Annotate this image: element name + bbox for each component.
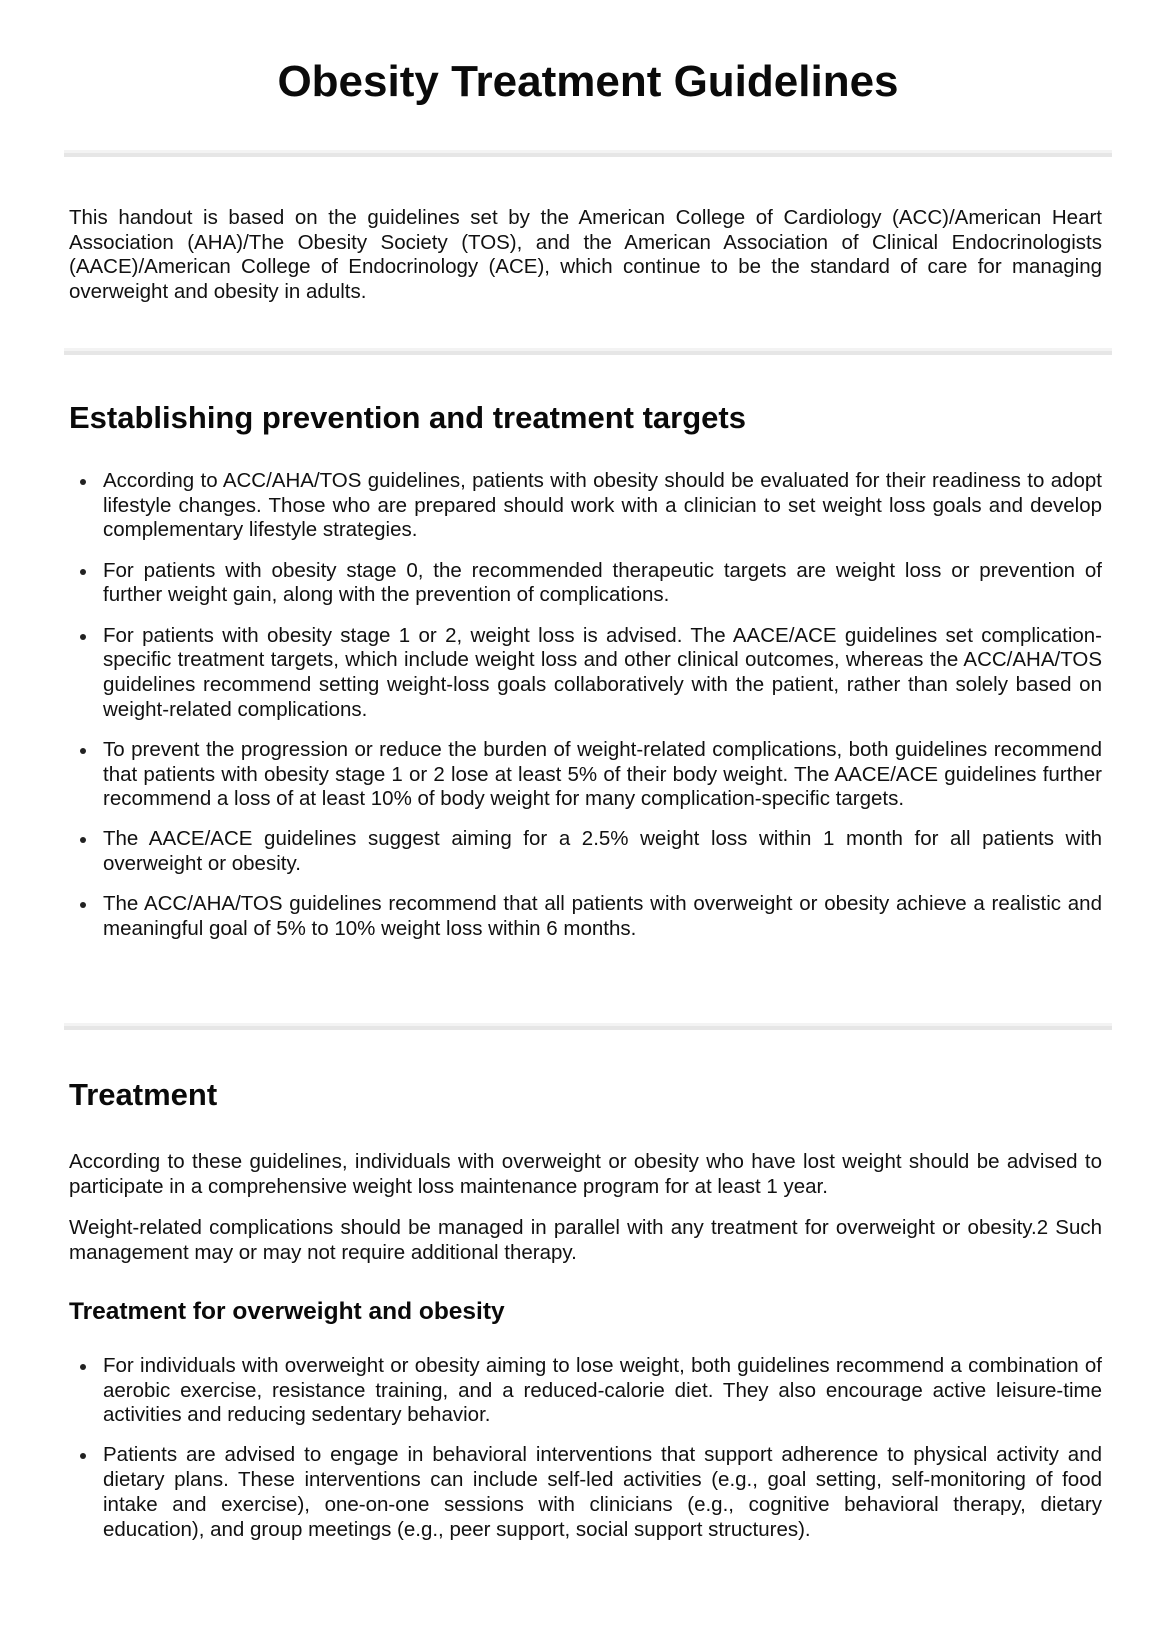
bullet-icon xyxy=(80,902,86,908)
list-item xyxy=(69,892,1102,941)
list-item-text: To prevent the progression or reduce the burden of weight-related complications, both guidelines recommend that patients with obesity stage 1 or 2 lose at least 5% of their body weight. The AACE/ACE guidelines further recommend a loss of at least 10% of body weight for many complication-specific targets. xyxy=(103,737,1102,811)
section-heading-targets: Establishing prevention and treatment targets xyxy=(69,400,746,435)
list-item xyxy=(69,1443,1102,1542)
list-item xyxy=(69,827,1102,876)
divider-top xyxy=(64,153,1112,157)
bullet-icon xyxy=(80,1364,86,1370)
list-item xyxy=(69,624,1102,723)
targets-list xyxy=(69,469,1102,942)
intro-paragraph: This handout is based on the guidelines set by the American College of Cardiology (ACC)/American Heart Association (AHA)/The Obesity Society (TOS), and the American Association of Clinical Endocrinologists (AACE)/American College of Endocrinology (ACE), which continue to be the standard of care for managing overweight and obesity in adults. xyxy=(69,206,1102,304)
bullet-icon xyxy=(80,837,86,843)
bullet-icon xyxy=(80,479,86,485)
list-item-text: For patients with obesity stage 1 or 2, weight loss is advised. The AACE/ACE guidelines set complication-specific treatment targets, which include weight loss and other clinical outcomes, whereas the ACC/AHA/TOS guidelines recommend setting weight-loss goals collaboratively with the patient, rather than solely based on weight-related complications. xyxy=(103,623,1102,721)
treatment-paragraph-2: Weight-related complications should be managed in parallel with any treatment for overweight or obesity.2 Such management may or may not require additional therapy. xyxy=(69,1216,1102,1265)
subsection-heading-overweight-obesity: Treatment for overweight and obesity xyxy=(69,1297,505,1325)
bullet-icon xyxy=(80,748,86,754)
bullet-icon xyxy=(80,1453,86,1459)
list-item xyxy=(69,559,1102,608)
intro-block xyxy=(69,206,1102,305)
list-item xyxy=(69,1354,1102,1428)
list-item xyxy=(69,469,1102,543)
bullet-icon xyxy=(80,569,86,575)
divider-section-2 xyxy=(64,1026,1112,1030)
treatment-paragraph-1: According to these guidelines, individuals with overweight or obesity who have lost weight should be advised to participate in a comprehensive weight loss maintenance program for at least 1 year. xyxy=(69,1150,1102,1198)
divider-section-1 xyxy=(64,351,1112,355)
section-heading-treatment: Treatment xyxy=(69,1077,218,1112)
section-targets xyxy=(69,400,1102,957)
section-treatment xyxy=(69,1077,1102,1558)
list-item-text: The AACE/ACE guidelines suggest aiming for a 2.5% weight loss within 1 month for all patients with overweight or obesity. xyxy=(103,827,1102,876)
list-item-text: For individuals with overweight or obesity aiming to lose weight, both guidelines recommend a combination of aerobic exercise, resistance training, and a reduced-calorie diet. They also encourage active leisure-time activities and reducing sedentary behavior. xyxy=(103,1353,1102,1427)
treatment-list xyxy=(69,1354,1102,1542)
list-item-text: According to ACC/AHA/TOS guidelines, patients with obesity should be evaluated for their readiness to adopt lifestyle changes. Those who are prepared should work with a clinician to set weight loss goals and develop complementary lifestyle strategies. xyxy=(103,469,1102,542)
bullet-icon xyxy=(80,634,86,640)
list-item xyxy=(69,738,1102,812)
list-item-text: For patients with obesity stage 0, the recommended therapeutic targets are weight loss or prevention of further weight gain, along with the prevention of complications. xyxy=(103,558,1102,607)
list-item-text: The ACC/AHA/TOS guidelines recommend that all patients with overweight or obesity achieve a realistic and meaningful goal of 5% to 10% weight loss within 6 months. xyxy=(103,892,1102,941)
list-item-text: Patients are advised to engage in behavioral interventions that support adherence to physical activity and dietary plans. These interventions can include self-led activities (e.g., goal setting, self-monitoring of food intake and exercise), one-on-one sessions with clinicians (e.g., cognitive behavioral therapy, dietary education), and group meetings (e.g., peer support, social support structures). xyxy=(103,1443,1102,1541)
page-title: Obesity Treatment Guidelines xyxy=(277,57,899,106)
